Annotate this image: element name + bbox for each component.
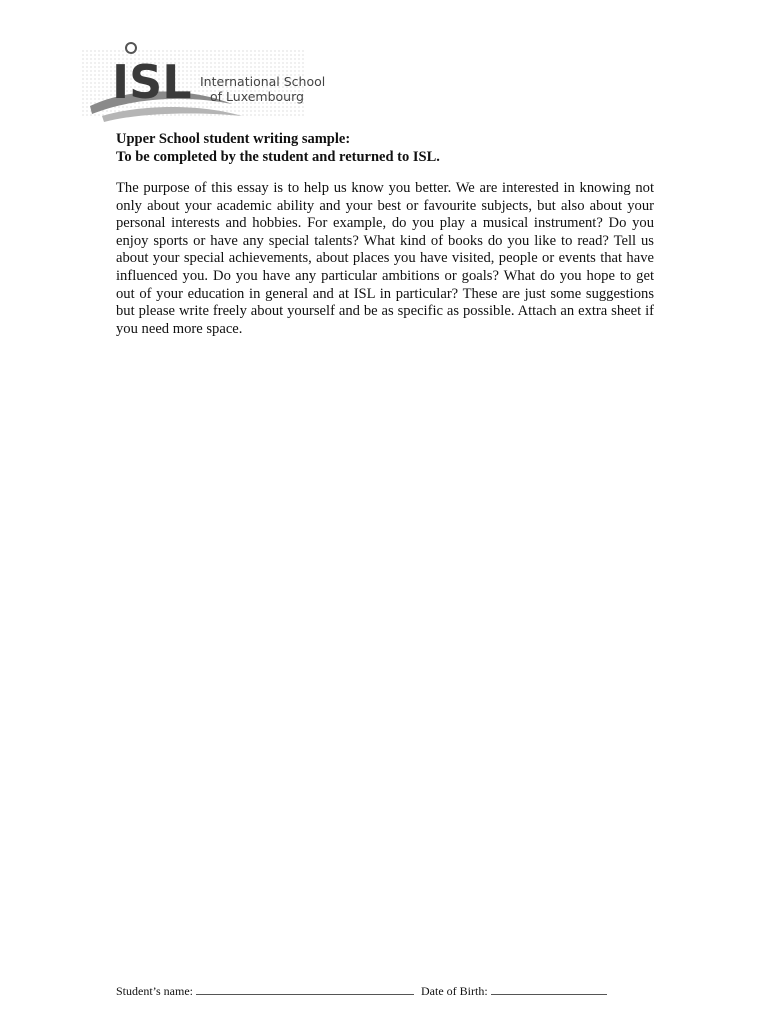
student-name-label: Student’s name: xyxy=(116,984,193,998)
student-name-field[interactable] xyxy=(196,983,414,995)
student-info-footer xyxy=(116,983,676,999)
date-of-birth-label: Date of Birth: xyxy=(421,984,488,998)
date-of-birth-field[interactable] xyxy=(491,983,607,995)
document-heading xyxy=(116,130,676,166)
isl-logo-graphic xyxy=(82,42,326,122)
heading-line-1: Upper School student writing sample: xyxy=(116,131,351,147)
school-logo xyxy=(82,42,326,122)
instructions-paragraph: The purpose of this essay is to help us know you better. We are interested in knowing not only about your academic ability and your best or favourite subjects, but also about your personal interests and hobbies. For example, do you play a musical instrument? Do you enjoy sports or have any special talents? What kind of books do you like to read? Tell us about your special achievements, about places you have visited, people or events that have influenced you. Do you have any particular ambitions or goals? What do you hope to get out of your education in general and at ISL in particular? These are just some suggestions but please write freely about yourself and be as specific as possible. Attach an extra sheet if you need more space. xyxy=(116,180,654,337)
logo-mark: ISL xyxy=(112,55,192,109)
logo-name-line1: International School xyxy=(200,74,326,89)
heading-line-2: To be completed by the student and returned to ISL. xyxy=(116,149,440,165)
logo-name-line2: of Luxembourg xyxy=(210,89,304,104)
